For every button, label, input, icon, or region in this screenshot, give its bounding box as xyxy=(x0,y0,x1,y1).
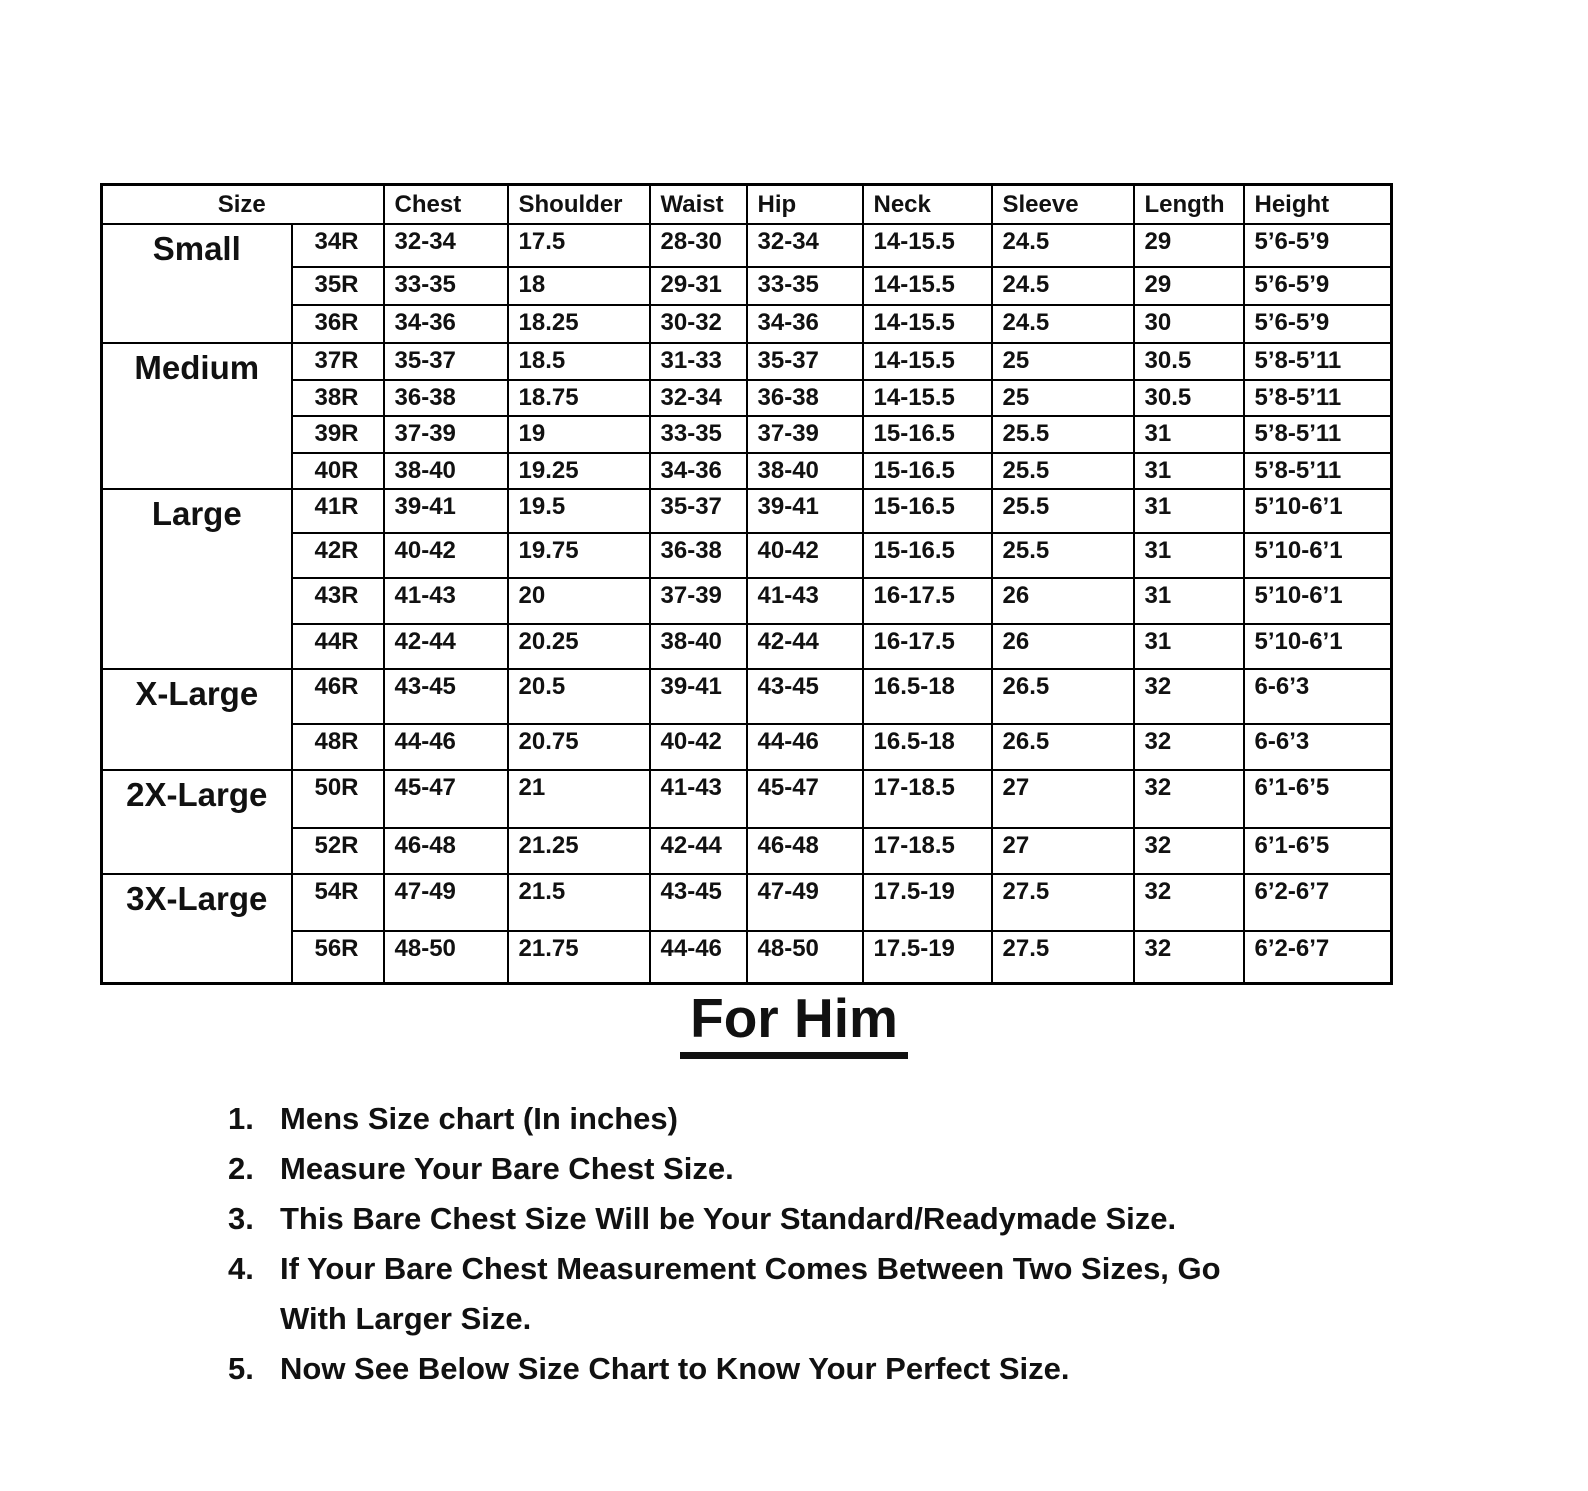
column-header-length: Length xyxy=(1134,185,1244,224)
measurement-cell: 32-34 xyxy=(747,224,863,267)
size-code-cell: 56R xyxy=(292,931,384,984)
measurement-cell: 25 xyxy=(992,380,1134,416)
measurement-cell: 24.5 xyxy=(992,267,1134,305)
measurement-cell: 31 xyxy=(1134,489,1244,533)
size-group-label: 3X-Large xyxy=(102,874,292,984)
measurement-cell: 26.5 xyxy=(992,724,1134,770)
measurement-cell: 34-36 xyxy=(747,305,863,343)
heading-wrap xyxy=(0,988,1588,1059)
instruction-number: 5. xyxy=(228,1351,254,1386)
measurement-cell: 48-50 xyxy=(747,931,863,984)
measurement-cell: 28-30 xyxy=(650,224,747,267)
measurement-cell: 15-16.5 xyxy=(863,453,992,489)
instruction-item xyxy=(228,1144,1408,1194)
measurement-cell: 36-38 xyxy=(747,380,863,416)
measurement-cell: 33-35 xyxy=(747,267,863,305)
measurement-cell: 43-45 xyxy=(650,874,747,931)
measurement-cell: 18 xyxy=(508,267,650,305)
measurement-cell: 39-41 xyxy=(384,489,508,533)
measurement-cell: 47-49 xyxy=(384,874,508,931)
measurement-cell: 31 xyxy=(1134,533,1244,578)
table-row xyxy=(102,828,1392,874)
measurement-cell: 14-15.5 xyxy=(863,380,992,416)
table-row xyxy=(102,578,1392,624)
measurement-cell: 44-46 xyxy=(384,724,508,770)
measurement-cell: 37-39 xyxy=(384,416,508,453)
measurement-cell: 25 xyxy=(992,343,1134,380)
column-header-shoulder: Shoulder xyxy=(508,185,650,224)
column-header-height: Height xyxy=(1244,185,1392,224)
measurement-cell: 32 xyxy=(1134,931,1244,984)
table-row xyxy=(102,416,1392,453)
measurement-cell: 5’10-6’1 xyxy=(1244,578,1392,624)
size-code-cell: 43R xyxy=(292,578,384,624)
measurement-cell: 40-42 xyxy=(650,724,747,770)
measurement-cell: 32 xyxy=(1134,828,1244,874)
size-code-cell: 35R xyxy=(292,267,384,305)
measurement-cell: 45-47 xyxy=(747,770,863,828)
table-row xyxy=(102,931,1392,984)
measurement-cell: 21 xyxy=(508,770,650,828)
instruction-item xyxy=(228,1194,1408,1244)
measurement-cell: 6’1-6’5 xyxy=(1244,828,1392,874)
size-code-cell: 48R xyxy=(292,724,384,770)
page-title: For Him xyxy=(680,988,908,1059)
measurement-cell: 35-37 xyxy=(650,489,747,533)
measurement-cell: 32 xyxy=(1134,669,1244,724)
measurement-cell: 6-6’3 xyxy=(1244,724,1392,770)
measurement-cell: 24.5 xyxy=(992,224,1134,267)
measurement-cell: 17.5 xyxy=(508,224,650,267)
size-code-cell: 34R xyxy=(292,224,384,267)
table-row xyxy=(102,224,1392,267)
measurement-cell: 36-38 xyxy=(650,533,747,578)
table-row xyxy=(102,533,1392,578)
measurement-cell: 31-33 xyxy=(650,343,747,380)
measurement-cell: 19.75 xyxy=(508,533,650,578)
measurement-cell: 25.5 xyxy=(992,453,1134,489)
table-row xyxy=(102,305,1392,343)
measurement-cell: 40-42 xyxy=(384,533,508,578)
measurement-cell: 37-39 xyxy=(650,578,747,624)
measurement-cell: 6-6’3 xyxy=(1244,669,1392,724)
measurement-cell: 17-18.5 xyxy=(863,828,992,874)
table-row xyxy=(102,724,1392,770)
measurement-cell: 21.25 xyxy=(508,828,650,874)
measurement-cell: 41-43 xyxy=(650,770,747,828)
measurement-cell: 32 xyxy=(1134,724,1244,770)
instruction-line: With Larger Size. xyxy=(280,1301,532,1336)
table-row xyxy=(102,669,1392,724)
table-row xyxy=(102,267,1392,305)
measurement-cell: 35-37 xyxy=(747,343,863,380)
measurement-cell: 6’2-6’7 xyxy=(1244,874,1392,931)
measurement-cell: 6’2-6’7 xyxy=(1244,931,1392,984)
measurement-cell: 36-38 xyxy=(384,380,508,416)
measurement-cell: 43-45 xyxy=(747,669,863,724)
instruction-number: 3. xyxy=(228,1201,254,1236)
measurement-cell: 31 xyxy=(1134,624,1244,669)
mens-size-chart-table xyxy=(100,183,1393,985)
instruction-number: 2. xyxy=(228,1151,254,1186)
table-row xyxy=(102,770,1392,828)
size-code-cell: 37R xyxy=(292,343,384,380)
measurement-cell: 14-15.5 xyxy=(863,343,992,380)
measurement-cell: 32-34 xyxy=(384,224,508,267)
measurement-cell: 41-43 xyxy=(747,578,863,624)
measurement-cell: 19.5 xyxy=(508,489,650,533)
measurement-cell: 5’6-5’9 xyxy=(1244,305,1392,343)
measurement-cell: 19.25 xyxy=(508,453,650,489)
size-code-cell: 36R xyxy=(292,305,384,343)
instruction-line: Now See Below Size Chart to Know Your Perfect Size. xyxy=(280,1351,1070,1386)
instruction-line: Mens Size chart (In inches) xyxy=(280,1101,678,1136)
measurement-cell: 29-31 xyxy=(650,267,747,305)
measurement-cell: 41-43 xyxy=(384,578,508,624)
table-row xyxy=(102,343,1392,380)
column-header-sleeve: Sleeve xyxy=(992,185,1134,224)
column-header-size: Size xyxy=(102,185,384,224)
measurement-cell: 17.5-19 xyxy=(863,874,992,931)
size-group-label: Small xyxy=(102,224,292,343)
header-row xyxy=(102,185,1392,224)
measurement-cell: 30 xyxy=(1134,305,1244,343)
table-body xyxy=(102,224,1392,984)
size-code-cell: 44R xyxy=(292,624,384,669)
measurement-cell: 20 xyxy=(508,578,650,624)
measurement-cell: 34-36 xyxy=(650,453,747,489)
measurement-cell: 16.5-18 xyxy=(863,724,992,770)
measurement-cell: 5’8-5’11 xyxy=(1244,380,1392,416)
table-row xyxy=(102,624,1392,669)
measurement-cell: 47-49 xyxy=(747,874,863,931)
size-group-label: Medium xyxy=(102,343,292,489)
measurement-cell: 39-41 xyxy=(650,669,747,724)
instruction-line: This Bare Chest Size Will be Your Standard/Readymade Size. xyxy=(280,1201,1177,1236)
measurement-cell: 15-16.5 xyxy=(863,533,992,578)
measurement-cell: 24.5 xyxy=(992,305,1134,343)
measurement-cell: 29 xyxy=(1134,267,1244,305)
instruction-item xyxy=(228,1344,1408,1394)
measurement-cell: 18.25 xyxy=(508,305,650,343)
measurement-cell: 5’10-6’1 xyxy=(1244,489,1392,533)
instruction-item xyxy=(228,1094,1408,1144)
measurement-cell: 17.5-19 xyxy=(863,931,992,984)
measurement-cell: 15-16.5 xyxy=(863,416,992,453)
measurement-cell: 48-50 xyxy=(384,931,508,984)
measurement-cell: 32 xyxy=(1134,770,1244,828)
size-code-cell: 52R xyxy=(292,828,384,874)
measurement-cell: 32 xyxy=(1134,874,1244,931)
measurement-cell: 42-44 xyxy=(384,624,508,669)
measurement-cell: 16-17.5 xyxy=(863,578,992,624)
measurement-cell: 32-34 xyxy=(650,380,747,416)
measurement-cell: 5’8-5’11 xyxy=(1244,416,1392,453)
measurement-cell: 20.25 xyxy=(508,624,650,669)
measurement-cell: 31 xyxy=(1134,578,1244,624)
measurement-cell: 14-15.5 xyxy=(863,305,992,343)
measurement-cell: 21.75 xyxy=(508,931,650,984)
instructions-list xyxy=(228,1094,1408,1394)
measurement-cell: 30.5 xyxy=(1134,343,1244,380)
measurement-cell: 27 xyxy=(992,770,1134,828)
measurement-cell: 35-37 xyxy=(384,343,508,380)
size-code-cell: 41R xyxy=(292,489,384,533)
measurement-cell: 14-15.5 xyxy=(863,267,992,305)
measurement-cell: 26 xyxy=(992,578,1134,624)
measurement-cell: 42-44 xyxy=(650,828,747,874)
measurement-cell: 33-35 xyxy=(650,416,747,453)
measurement-cell: 25.5 xyxy=(992,533,1134,578)
measurement-cell: 16.5-18 xyxy=(863,669,992,724)
measurement-cell: 30-32 xyxy=(650,305,747,343)
size-group-label: Large xyxy=(102,489,292,669)
measurement-cell: 38-40 xyxy=(747,453,863,489)
size-code-cell: 54R xyxy=(292,874,384,931)
measurement-cell: 27 xyxy=(992,828,1134,874)
instruction-text xyxy=(280,1194,1176,1244)
size-group-label: 2X-Large xyxy=(102,770,292,874)
instruction-text xyxy=(280,1144,734,1194)
size-code-cell: 40R xyxy=(292,453,384,489)
measurement-cell: 44-46 xyxy=(747,724,863,770)
instruction-line: Measure Your Bare Chest Size. xyxy=(280,1151,734,1186)
measurement-cell: 46-48 xyxy=(384,828,508,874)
measurement-cell: 5’6-5’9 xyxy=(1244,267,1392,305)
measurement-cell: 15-16.5 xyxy=(863,489,992,533)
measurement-cell: 5’8-5’11 xyxy=(1244,453,1392,489)
instruction-item xyxy=(228,1244,1408,1344)
measurement-cell: 16-17.5 xyxy=(863,624,992,669)
measurement-cell: 21.5 xyxy=(508,874,650,931)
measurement-cell: 5’10-6’1 xyxy=(1244,533,1392,578)
column-header-waist: Waist xyxy=(650,185,747,224)
measurement-cell: 29 xyxy=(1134,224,1244,267)
measurement-cell: 18.75 xyxy=(508,380,650,416)
instruction-text xyxy=(280,1094,678,1144)
instruction-number: 4. xyxy=(228,1251,254,1286)
measurement-cell: 34-36 xyxy=(384,305,508,343)
measurement-cell: 40-42 xyxy=(747,533,863,578)
measurement-cell: 5’6-5’9 xyxy=(1244,224,1392,267)
measurement-cell: 38-40 xyxy=(384,453,508,489)
measurement-cell: 27.5 xyxy=(992,931,1134,984)
measurement-cell: 20.5 xyxy=(508,669,650,724)
measurement-cell: 25.5 xyxy=(992,416,1134,453)
instruction-text xyxy=(280,1244,1221,1344)
table-row xyxy=(102,874,1392,931)
measurement-cell: 42-44 xyxy=(747,624,863,669)
measurement-cell: 31 xyxy=(1134,416,1244,453)
size-code-cell: 42R xyxy=(292,533,384,578)
measurement-cell: 20.75 xyxy=(508,724,650,770)
measurement-cell: 27.5 xyxy=(992,874,1134,931)
measurement-cell: 6’1-6’5 xyxy=(1244,770,1392,828)
measurement-cell: 44-46 xyxy=(650,931,747,984)
size-group-label: X-Large xyxy=(102,669,292,770)
table-row xyxy=(102,380,1392,416)
measurement-cell: 45-47 xyxy=(384,770,508,828)
table-row xyxy=(102,453,1392,489)
table-row xyxy=(102,489,1392,533)
size-code-cell: 39R xyxy=(292,416,384,453)
measurement-cell: 46-48 xyxy=(747,828,863,874)
measurement-cell: 18.5 xyxy=(508,343,650,380)
measurement-cell: 14-15.5 xyxy=(863,224,992,267)
column-header-chest: Chest xyxy=(384,185,508,224)
measurement-cell: 26.5 xyxy=(992,669,1134,724)
measurement-cell: 26 xyxy=(992,624,1134,669)
instruction-line: If Your Bare Chest Measurement Comes Between Two Sizes, Go xyxy=(280,1251,1221,1286)
measurement-cell: 19 xyxy=(508,416,650,453)
measurement-cell: 25.5 xyxy=(992,489,1134,533)
size-code-cell: 50R xyxy=(292,770,384,828)
size-code-cell: 38R xyxy=(292,380,384,416)
measurement-cell: 37-39 xyxy=(747,416,863,453)
measurement-cell: 33-35 xyxy=(384,267,508,305)
measurement-cell: 43-45 xyxy=(384,669,508,724)
instruction-text xyxy=(280,1344,1070,1394)
instruction-number: 1. xyxy=(228,1101,254,1136)
measurement-cell: 5’8-5’11 xyxy=(1244,343,1392,380)
column-header-neck: Neck xyxy=(863,185,992,224)
measurement-cell: 5’10-6’1 xyxy=(1244,624,1392,669)
measurement-cell: 38-40 xyxy=(650,624,747,669)
measurement-cell: 30.5 xyxy=(1134,380,1244,416)
measurement-cell: 39-41 xyxy=(747,489,863,533)
size-code-cell: 46R xyxy=(292,669,384,724)
measurement-cell: 31 xyxy=(1134,453,1244,489)
measurement-cell: 17-18.5 xyxy=(863,770,992,828)
column-header-hip: Hip xyxy=(747,185,863,224)
